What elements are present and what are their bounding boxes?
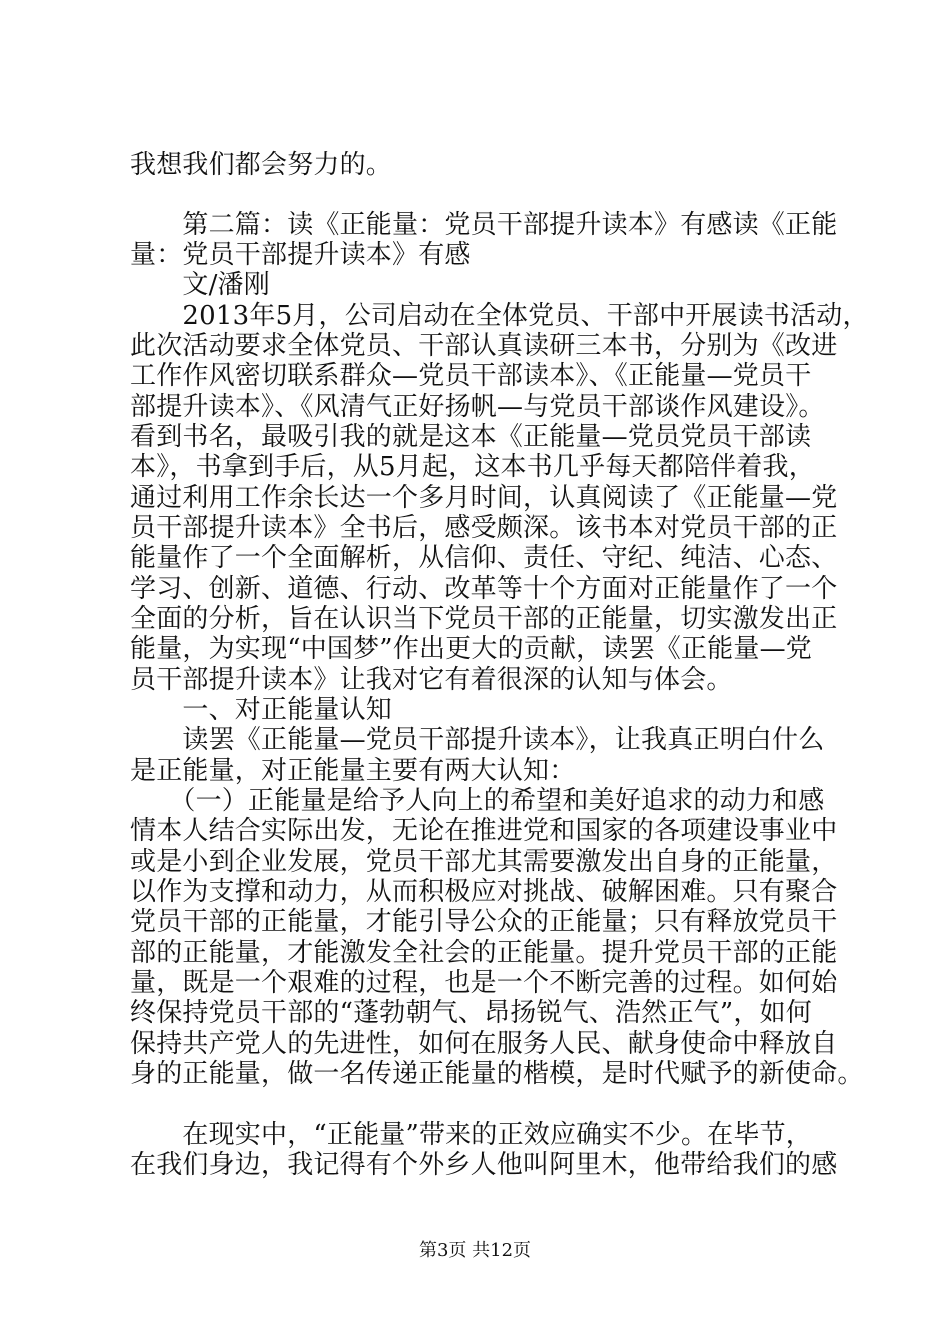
text-line: 我想我们都会努力的。 [130,150,393,180]
text-line: 情本人结合实际出发，无论在推进党和国家的各项建设事业中 [130,816,838,846]
text-line: 此次活动要求全体党员、干部认真读研三本书，分别为《改进 [130,331,838,361]
text-line: 以作为支撑和动力，从而积极应对挑战、破解困难。只有聚合 [130,877,838,907]
text-line: 员干部提升读本》让我对它有着很深的认知与体会。 [130,665,733,695]
text-line: 全面的分析，旨在认识当下党员干部的正能量，切实激发出正 [130,604,838,634]
text-line: 文/潘刚 [130,270,270,300]
page-footer [0,1240,950,1262]
text-line: 能量，为实现“中国梦”作出更大的贡献，读罢《正能量—党 [130,634,812,664]
text-line: 读罢《正能量—党员干部提升读本》，让我真正明白什么 [130,725,825,755]
text-line: 或是小到企业发展，党员干部尤其需要激发出自身的正能量， [130,847,838,877]
text-line: 保持共产党人的先进性，如何在服务人民、献身使命中释放自 [130,1029,838,1059]
text-line: 2013年5月，公司启动在全体党员、干部中开展读书活动， [130,301,869,331]
text-line: 第二篇：读《正能量：党员干部提升读本》有感读《正能 [130,210,838,240]
section-heading: 一、对正能量认知 [130,695,393,725]
text-line: 学习、创新、道德、行动、改革等十个方面对正能量作了一个 [130,574,838,604]
text-line: （一）正能量是给予人向上的希望和美好追求的动力和感 [130,786,825,816]
text-line: 看到书名，最吸引我的就是这本《正能量—党员党员干部读 [130,422,812,452]
page-number: 第3页 共12页 [418,1240,532,1261]
text-line: 员干部提升读本》全书后，感受颇深。该书本对党员干部的正 [130,513,838,543]
text-line: 部提升读本》、《风清气正好扬帆—与党员干部谈作风建设》。 [130,392,825,422]
text-line: 在我们身边，我记得有个外乡人他叫阿里木，他带给我们的感 [130,1150,838,1180]
text-line: 本》，书拿到手后，从5月起，这本书几乎每天都陪伴着我， [130,452,815,482]
text-line: 党员干部的正能量，才能引导公众的正能量；只有释放党员干 [130,907,838,937]
text-line: 是正能量，对正能量主要有两大认知： [130,756,576,786]
text-line: 在现实中，“正能量”带来的正效应确实不少。在毕节， [130,1120,812,1150]
text-line: 通过利用工作余长达一个多月时间，认真阅读了《正能量—党 [130,483,838,513]
text-line: 量，既是一个艰难的过程，也是一个不断完善的过程。如何始 [130,968,838,998]
text-line: 终保持党员干部的“蓬勃朝气、昂扬锐气、浩然正气”，如何 [130,998,812,1028]
text-line: 量：党员干部提升读本》有感 [130,240,471,270]
text-line: 工作作风密切联系群众—党员干部读本》、《正能量—党员干 [130,361,812,391]
text-line: 能量作了一个全面解析，从信仰、责任、守纪、纯洁、心态、 [130,543,838,573]
text-line: 部的正能量，才能激发全社会的正能量。提升党员干部的正能 [130,938,838,968]
text-line: 身的正能量，做一名传递正能量的楷模，是时代赋予的新使命。 [130,1059,864,1089]
